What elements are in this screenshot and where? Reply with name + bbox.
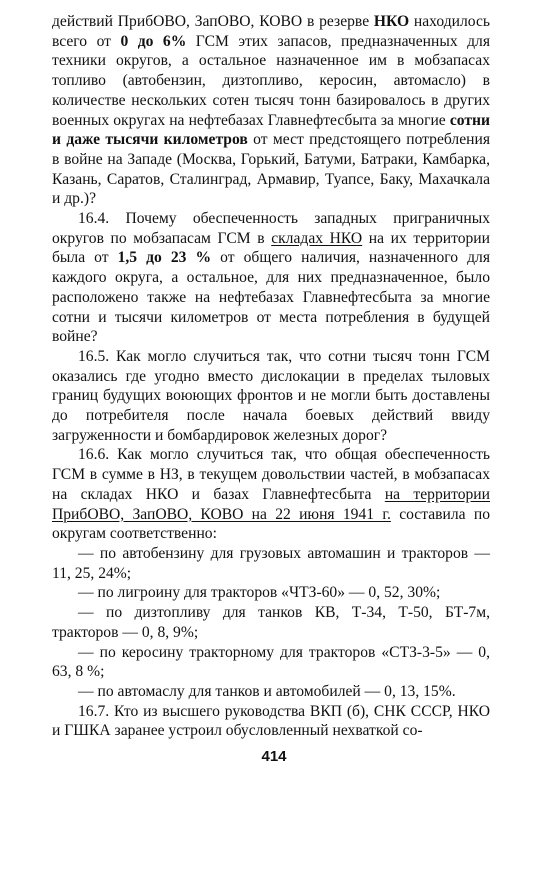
paragraph bbox=[52, 603, 490, 642]
text-run: — по лигроину для тракторов «ЧТЗ-60» — 0, 52, 30%; bbox=[78, 584, 441, 602]
paragraph bbox=[52, 643, 490, 682]
text-run: находилось всего от bbox=[52, 13, 491, 50]
text-run: — по керосину тракторному для тракторов «СТЗ-3-5» — 0, 63, 8 %; bbox=[52, 643, 490, 681]
paragraph bbox=[52, 209, 490, 347]
paragraph bbox=[52, 445, 490, 544]
text-run: 16.7. Кто из высшего руководства ВКП (б), СНК СССР, НКО и ГШКА заранее устроил обусловленный нехваткой со- bbox=[52, 702, 490, 740]
paragraph bbox=[52, 544, 490, 583]
bold-text: НКО bbox=[373, 13, 410, 30]
bold-text: 0 до 6% bbox=[120, 32, 187, 50]
text-run: — по дизтопливу для танков КВ, Т-34, Т-50, БТ-7м, тракторов — 0, 8, 9%; bbox=[52, 604, 490, 641]
text-run: — по автомаслу для танков и автомобилей — 0, 13, 15%. bbox=[78, 682, 456, 700]
paragraph bbox=[52, 702, 490, 741]
text-run: — по автобензину для грузовых автомашин и тракторов — 11, 25, 24%; bbox=[52, 544, 490, 582]
text-run: от мест предстоящего потребления в войне на Западе (Москва, Горький, Батуми, Батраки, Камбарка, Казань, Саратов, Сталинград, Армавир, Туапсе, Баку, Махачкала и др.)? bbox=[52, 131, 490, 208]
page-number: 414 bbox=[261, 748, 287, 765]
bold-text: сотни и даже тысячи километров bbox=[52, 111, 490, 149]
page-text bbox=[52, 12, 490, 741]
paragraph bbox=[52, 583, 490, 603]
text-run: на их территории была от bbox=[52, 229, 490, 267]
text-run: 16.5. Как могло случиться так, что сотни тысяч тонн ГСМ оказались где угодно вместо дислокации в пределах тыловых границ будущих воюющих фронтов и не могли быть доставлены до потребителя после начала боевых действий ввиду загруженности и бомбардировок железных дорог? bbox=[52, 347, 490, 444]
text-run: действий ПрибОВО, ЗапОВО, КОВО в резерве bbox=[52, 13, 374, 30]
paragraph bbox=[52, 347, 490, 446]
paragraph bbox=[52, 682, 490, 702]
text-run: ГСМ этих запасов, предназначенных для техники округов, а остальное назначенное им в мобзапасах топливо (автобензин, дизтопливо, керосин, автомасло) в количестве нескольких сотен тысяч тонн базировалось в других военных округах на нефтебазах Главнефтесбыта за многие bbox=[52, 32, 490, 129]
bold-text: 1,5 до 23 % bbox=[117, 249, 212, 267]
underlined-text: складах НКО bbox=[271, 229, 363, 247]
text-run: 16.6. Как могло случиться так, что общая обеспеченность ГСМ в сумме в НЗ, в текущем довольствии частей, в мобзапасах на складах НКО и базах Главнефтесбыта bbox=[52, 446, 490, 503]
text-run: 16.4. Почему обеспеченность западных приграничных округов по мобзапасам ГСМ в bbox=[52, 210, 490, 247]
text-run: составила по округам соответственно: bbox=[52, 505, 490, 543]
paragraph bbox=[52, 12, 490, 209]
underlined-text: на территории ПрибОВО, ЗапОВО, КОВО на 22 июня 1941 г. bbox=[52, 485, 491, 523]
text-run: от общего наличия, назначенного для каждого округа, а остальное, для них предназначенное, было расположено также на нефтебазах Главнефтесбыта за многие сотни и тысячи километров от места потребления в будущей войне? bbox=[52, 249, 490, 346]
